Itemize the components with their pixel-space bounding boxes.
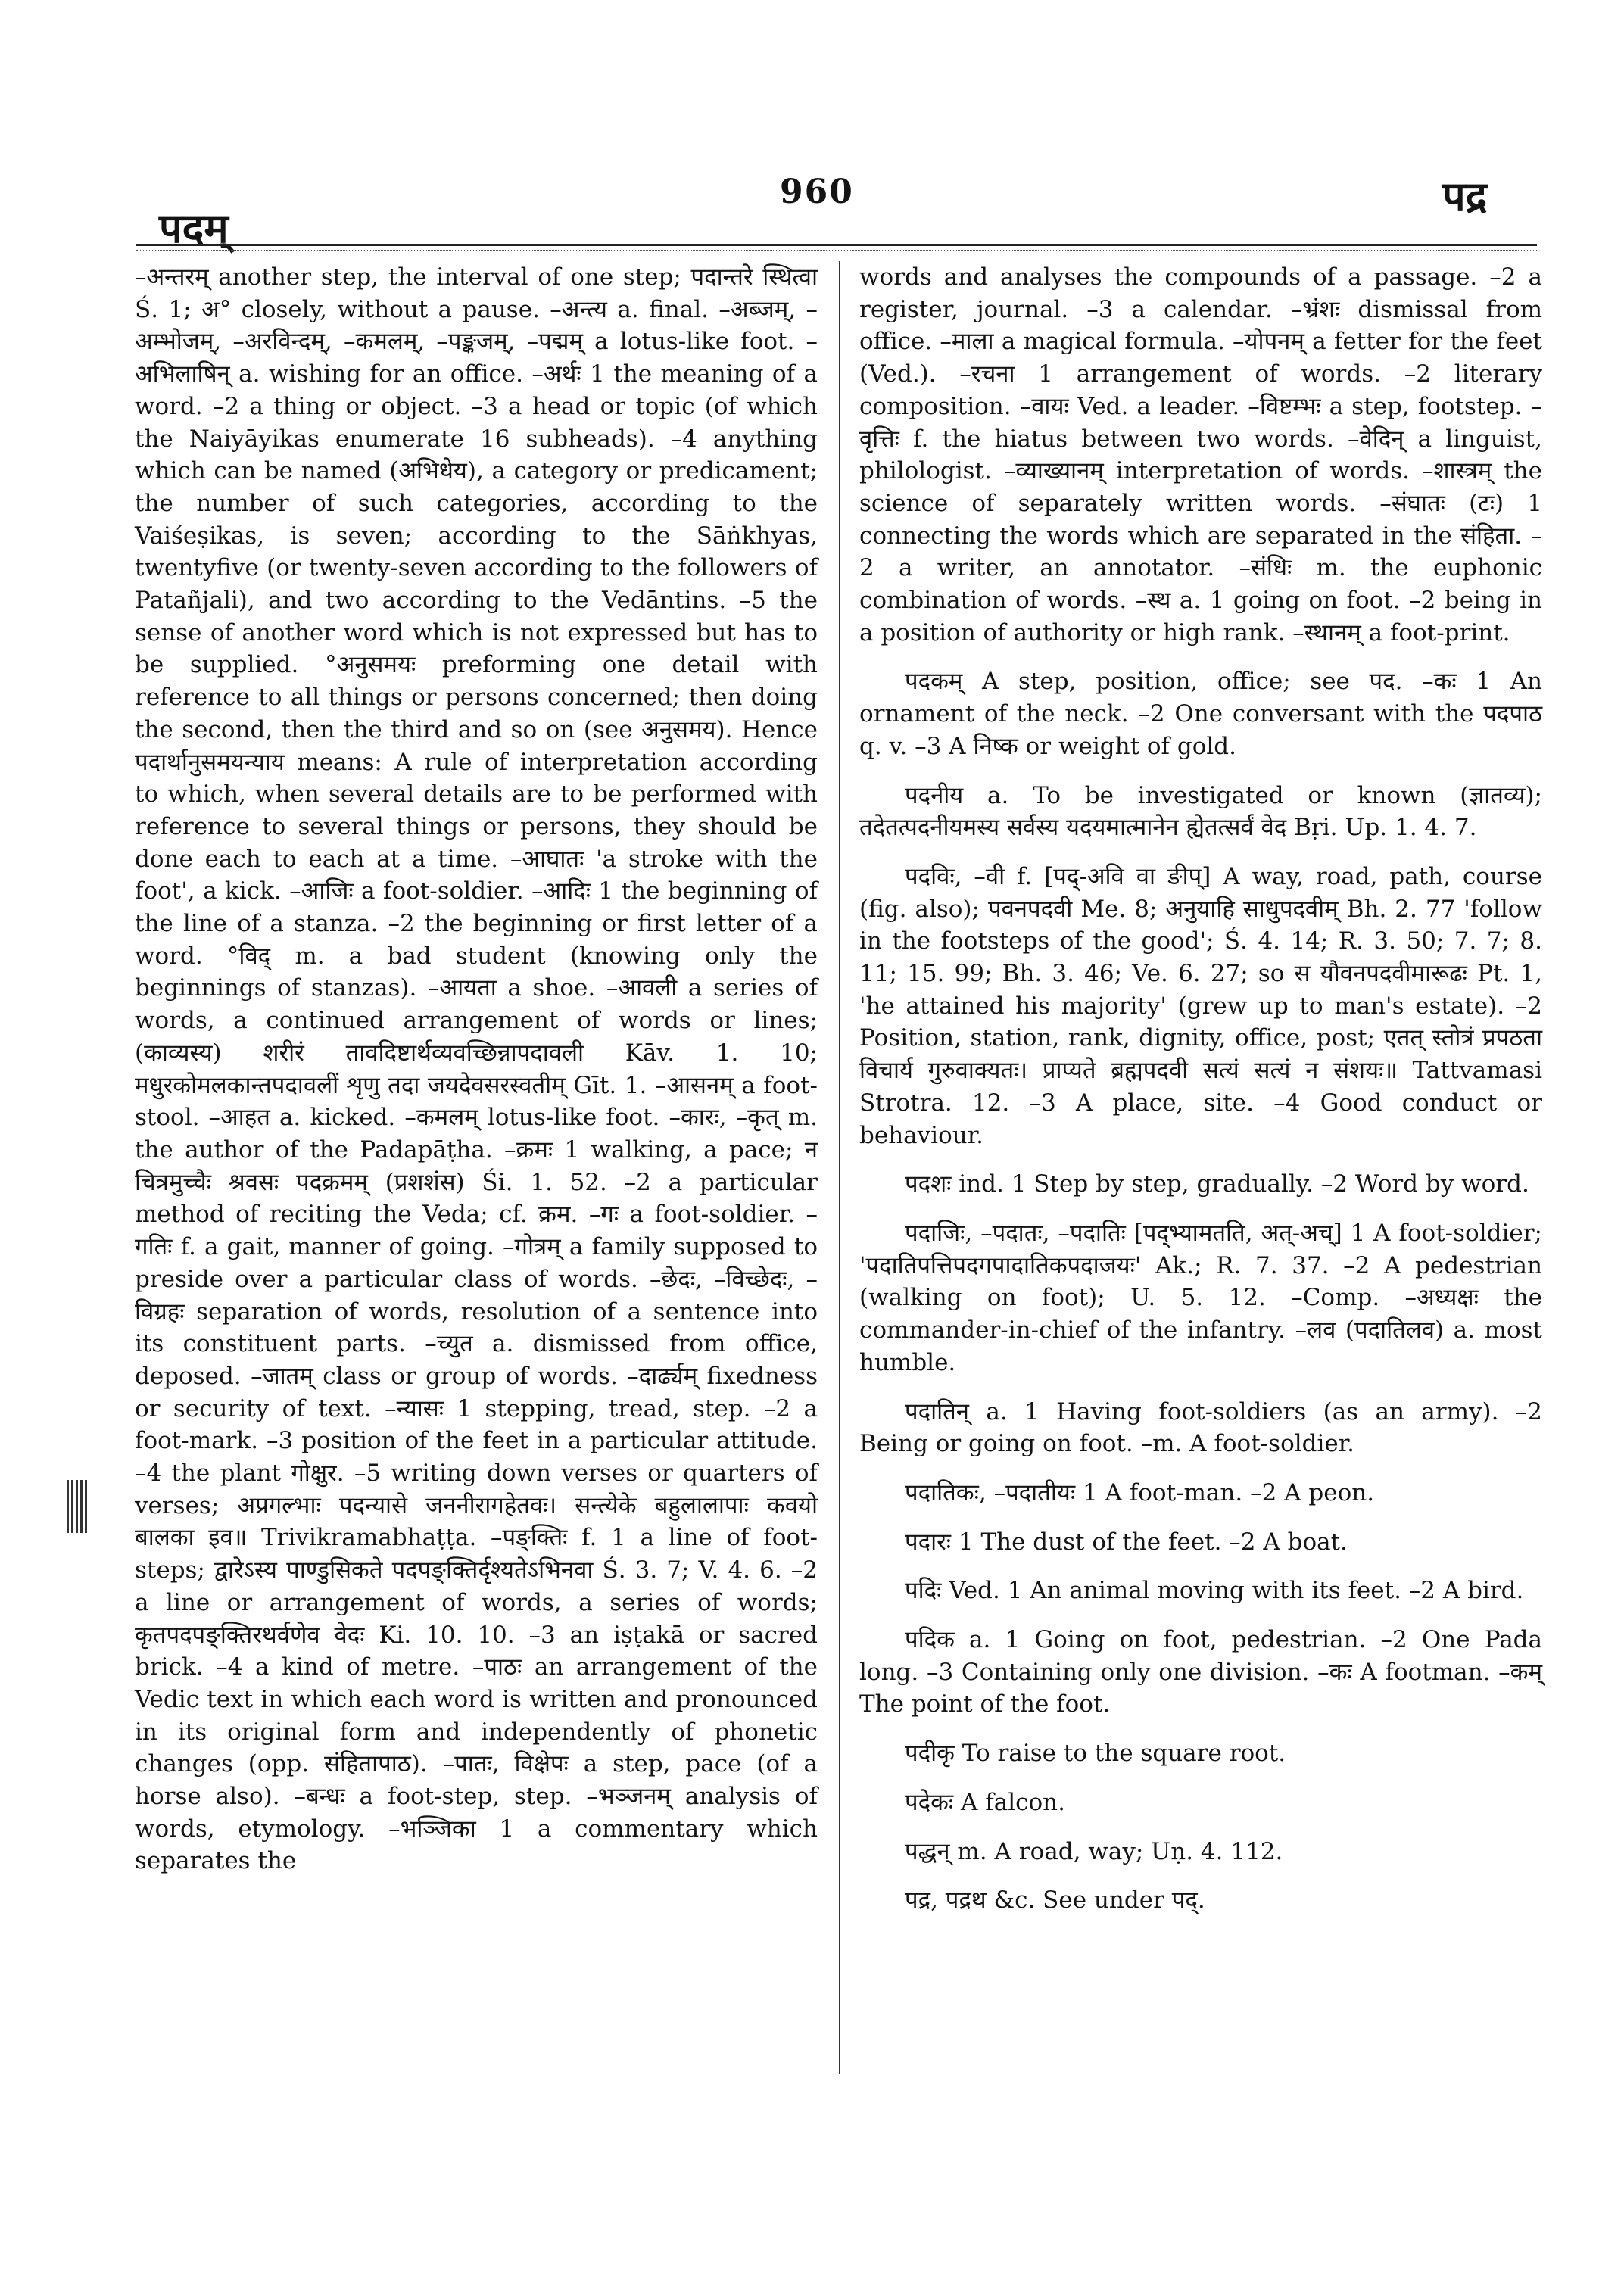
entry-paddhan: पद्धन् m. A road, way; Uṇ. 4. 112.	[905, 1837, 1283, 1865]
entry-padarah: पदारः 1 The dust of the feet. –2 A boat.	[905, 1528, 1348, 1556]
page-number: 960	[780, 173, 854, 211]
entry-padatin: पदातिन् a. 1 Having foot-soldiers (as an army). –2 Being or going on foot. –m. A foot-soldier.	[859, 1397, 1542, 1458]
header-rule-dotted	[136, 250, 1537, 251]
margin-mark	[67, 1480, 88, 1533]
entry-padekah: पदेकः A falcon.	[905, 1788, 1065, 1816]
entry-text: –अन्तरम् another step, the interval of one step; पदान्तरे स्थित्वा Ś. 1; अ° closely, without a pause. –अन्त्य a. final. –अब्जम्, –अम्भोजम्, –अरविन्दम्, –कमलम्, –पङ्कजम्, –पद्मम् a lotus-like foot. –अभिलाषिन् a. wishing for an office. –अर्थः 1 the meaning of a word. –2 a thing or object. –3 a head or topic (of which the Naiyāyikas enumerate 16 subheads). –4 anything which can be named (अभिधेय), a category or predicament; the number of such categories, according to the Vaiśeṣikas, is seven; according to the Sāṅkhyas, twentyfive (or twenty-seven according to the followers of Patañjali), and two according to the Vedāntins. –5 the sense of another word which is not expressed but has to be supplied. °अनुसमयः preforming one detail with reference to all things or persons concerned; then doing the second, then the third and so on (see अनुसमय). Hence पदार्थानुसमयन्याय means: A rule of interpretation according to which, when several details are to be performed with reference to several things or persons, they should be done each to each at a time. –आघातः 'a stroke with the foot', a kick. –आजिः a foot-soldier. –आदिः 1 the beginning of the line of a stanza. –2 the beginning or first letter of a word. °विद् m. a bad student (knowing only the beginnings of stanzas). –आयता a shoe. –आवली a series of words, a continued arrangement of words or lines; (काव्यस्य) शरीरं तावदिष्टार्थव्यवच्छिन्नापदावली Kāv. 1. 10; मधुरकोमलकान्तपदावलीं शृणु तदा जयदेवसरस्वतीम् Gīt. 1. –आसनम् a foot-stool. –आहत a. kicked. –कमलम् lotus-like foot. –कारः, –कृत् m. the author of the Padapāṭha. –क्रमः 1 walking, a pace; न चित्रमुच्चैः श्रवसः पदक्रमम् (प्रशशंस) Śi. 1. 52. –2 a particular method of reciting the Veda; cf. क्रम. –गः a foot-soldier. –गतिः f. a gait, manner of going. –गोत्रम् a family supposed to preside over a particular class of words. –छेदः, –विच्छेदः, –विग्रहः separation of words, resolution of a sentence into its constituent parts. –च्युत a. dismissed from office, deposed. –जातम् class or group of words. –दार्ढ्यम् fixedness or security of text. –न्यासः 1 stepping, tread, step. –2 a foot-mark. –3 position of the feet in a particular attitude. –4 the plant गोक्षुर. –5 writing down verses or quarters of verses; अप्रगल्भाः पदन्यासे जननीरागहेतवः। सन्त्येके बहुलालापाः कवयो बालका इव॥ Trivikramabhaṭṭa. –पङ्क्तिः f. 1 a line of foot-steps; द्वारेऽस्य पाण्डुसिकते पदपङ्क्तिर्दृश्यतेऽभिनवा Ś. 3. 7; V. 4. 6. –2 a line or arrangement of words, a series of words; कृतपदपङ्क्तिरथर्वणेव वेदः Ki. 10. 10. –3 an iṣṭakā or sacred brick. –4 a kind of metre. –पाठः an arrangement of the Vedic text in which each word is written and pronounced in its original form and independently of phonetic changes (opp. संहितापाठ). –पातः, विक्षेपः a step, pace (of a horse also). –बन्धः a foot-step, step. –भञ्जनम् analysis of words, etymology. –भञ्जिका 1 a commentary which separates the	[135, 263, 818, 1875]
entry-padatikah: पदातिकः, –पदातीयः 1 A foot-man. –2 A peon.	[905, 1478, 1375, 1506]
header-right-headword: पद्र	[1442, 172, 1488, 220]
entry-padaniya: पदनीय a. To be investigated or known (ज्ञातव्य); तदेतत्पदनीयमस्य सर्वस्य यदयमात्मानेन ह्येतत्सर्वं वेद Bṛi. Up. 1. 4. 7.	[859, 781, 1542, 842]
entry-padashah: पदशः ind. 1 Step by step, gradually. –2 Word by word.	[905, 1170, 1529, 1198]
header-left-headword: पदम्	[159, 204, 229, 252]
left-column	[135, 261, 818, 1877]
entry-padika: पदिक a. 1 Going on foot, pedestrian. –2 One Pada long. –3 Containing only one division. –कः A footman. –कम् The point of the foot.	[859, 1626, 1542, 1718]
entry-padih: पदिः Ved. 1 An animal moving with its feet. –2 A bird.	[905, 1577, 1524, 1605]
entry-padra: पद्र, पद्रथ &c. See under पद्.	[905, 1886, 1205, 1914]
entry-padavi: पदविः, –वी f. [पद्-अवि वा ङीप्] A way, road, path, course (fig. also); पवनपदवी Me. 8; अनुयाहि साधुपदवीम् Bh. 2. 77 'follow in the footsteps of the good'; Ś. 4. 14; R. 3. 50; 7. 7; 8. 11; 15. 99; Bh. 3. 46; Ve. 6. 27; so स यौवनपदवीमारूढः Pt. 1, 'he attained his majority' (grew up to man's estate). –2 Position, station, rank, dignity, office, post; एतत् स्तोत्रं प्रपठता विचार्य गुरुवाक्यतः। प्राप्यते ब्रह्मपदवी सत्यं सत्यं न संशयः॥ Tattvamasi Strotra. 12. –3 A place, site. –4 Good conduct or behaviour.	[859, 862, 1542, 1149]
entry-padajih: पदाजिः, –पदातः, –पदातिः [पद्भ्यामतति, अत्-अच्] 1 A foot-soldier; 'पदातिपत्तिपदगपादातिकपदाजयः' Ak.; R. 7. 37. –2 A pedestrian (walking on foot); U. 5. 12. –Comp. –अध्यक्षः the commander-in-chief of the infantry. –लव (पदातिलव) a. most humble.	[859, 1219, 1542, 1376]
column-divider	[839, 261, 840, 2074]
entry-padikr: पदीकृ To raise to the square root.	[905, 1740, 1286, 1768]
header-rule	[136, 244, 1537, 246]
entry-text: words and analyses the compounds of a passage. –2 a register, journal. –3 a calendar. –भ्रंशः dismissal from office. –माला a magical formula. –योपनम् a fetter for the feet (Ved.). –रचना 1 arrangement of words. –2 literary composition. –वायः Ved. a leader. –विष्टम्भः a step, footstep. –वृत्तिः f. the hiatus between two words. –वेदिन् a linguist, philologist. –व्याख्यानम् interpretation of words. –शास्त्रम् the science of separately written words. –संघातः (टः) 1 connecting the words which are separated in the संहिता. –2 a writer, an annotator. –संधिः m. the euphonic combination of words. –स्थ a. 1 going on foot. –2 being in a position of authority or high rank. –स्थानम् a foot-print.	[859, 263, 1542, 646]
right-column	[859, 261, 1542, 1917]
entry-padakam: पदकम् A step, position, office; see पद. –कः 1 An ornament of the neck. –2 One conversant with the पदपाठ q. v. –3 A निष्क or weight of gold.	[859, 668, 1542, 760]
